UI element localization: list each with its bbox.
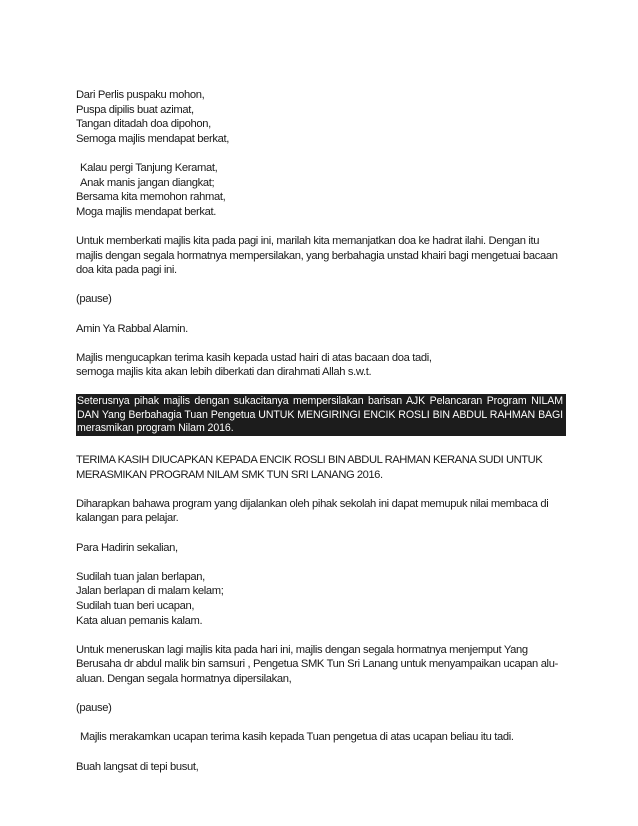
amin-line: Amin Ya Rabbal Alamin. [76,322,188,335]
pantun-line: Tangan ditadah doa dipohon, [76,118,211,131]
pantun-opening-line: Buah langsat di tepi busut, [76,760,199,773]
paragraph-harap: Diharapkan bahawa program yang dijalankan oleh pihak sekolah ini dapat memupuk nilai membaca di kalangan para pelajar. [76,497,549,525]
pantun-line: Kalau pergi Tanjung Keramat, [80,161,218,174]
pantun-line: Bersama kita memohon rahmat, [76,191,226,204]
pantun-stanza-opening [76,88,566,146]
pantun-line: Semoga majlis mendapat berkat, [76,132,230,145]
pantun-line: Dari Perlis puspaku mohon, [76,89,205,101]
pause-note: (pause) [76,293,112,306]
paragraph-thanks [76,351,566,380]
pantun-line: Kata aluan pemanis kalam. [76,614,203,627]
paragraph-pengetua: Untuk meneruskan lagi majlis kita pada hari ini, majlis dengan segala hormatnya menjemput Yang Berusaha dr abdul malik bin samsuri , Pengetua SMK Tun Sri Lanang untuk menyampaikan ucapan alu-aluan. Dengan segala hormatnya dipersilakan, [76,643,558,685]
thanks-line: Majlis mengucapkan terima kasih kepada ustad hairi di atas bacaan doa tadi, [76,351,432,364]
pause-note: (pause) [76,702,112,715]
document-body [76,88,566,789]
pantun-stanza-second [76,161,566,219]
paragraph-caps-thanks: TERIMA KASIH DIUCAPKAN KEPADA ENCIK ROSLI BIN ABDUL RAHMAN KERANA SUDI UNTUK MERASMIKAN PROGRAM NILAM SMK TUN SRI LANANG 2016. [76,454,543,481]
highlighted-announcement: Seterusnya pihak majlis dengan sukacitanya mempersilakan barisan AJK Pelancaran Program NILAM DAN Yang Berbahagia Tuan Pengetua UNTUK MENGIRINGI ENCIK ROSLI BIN ABDUL RAHMAN BAGI merasmikan program Nilam 2016. [76,394,566,436]
pantun-line: Sudilah tuan jalan berlapan, [76,570,205,583]
pantun-line: Jalan berlapan di malam kelam; [76,585,224,598]
paragraph-doa: Untuk memberkati majlis kita pada pagi ini, marilah kita memanjatkan doa ke hadrat ilahi. Dengan itu majlis dengan segala hormatnya mempersilakan, yang berbahagia unstad khairi bagi mengetuai bacaan doa kita pada pagi ini. [76,234,558,277]
pantun-line: Sudilah tuan beri ucapan, [76,600,195,613]
pantun-line: Anak manis jangan diangkat; [80,176,215,189]
pantun-stanza-third [76,570,566,628]
hadirin-greeting: Para Hadirin sekalian, [76,541,178,554]
pantun-line: Moga majlis mendapat berkat. [76,205,217,218]
pantun-line: Puspa dipilis buat azimat, [76,103,194,116]
paragraph-rakam: Majlis merakamkan ucapan terima kasih kepada Tuan pengetua di atas ucapan beliau itu tadi. [80,731,514,744]
thanks-line: semoga majlis kita akan lebih diberkati dan dirahmati Allah s.w.t. [76,366,372,379]
